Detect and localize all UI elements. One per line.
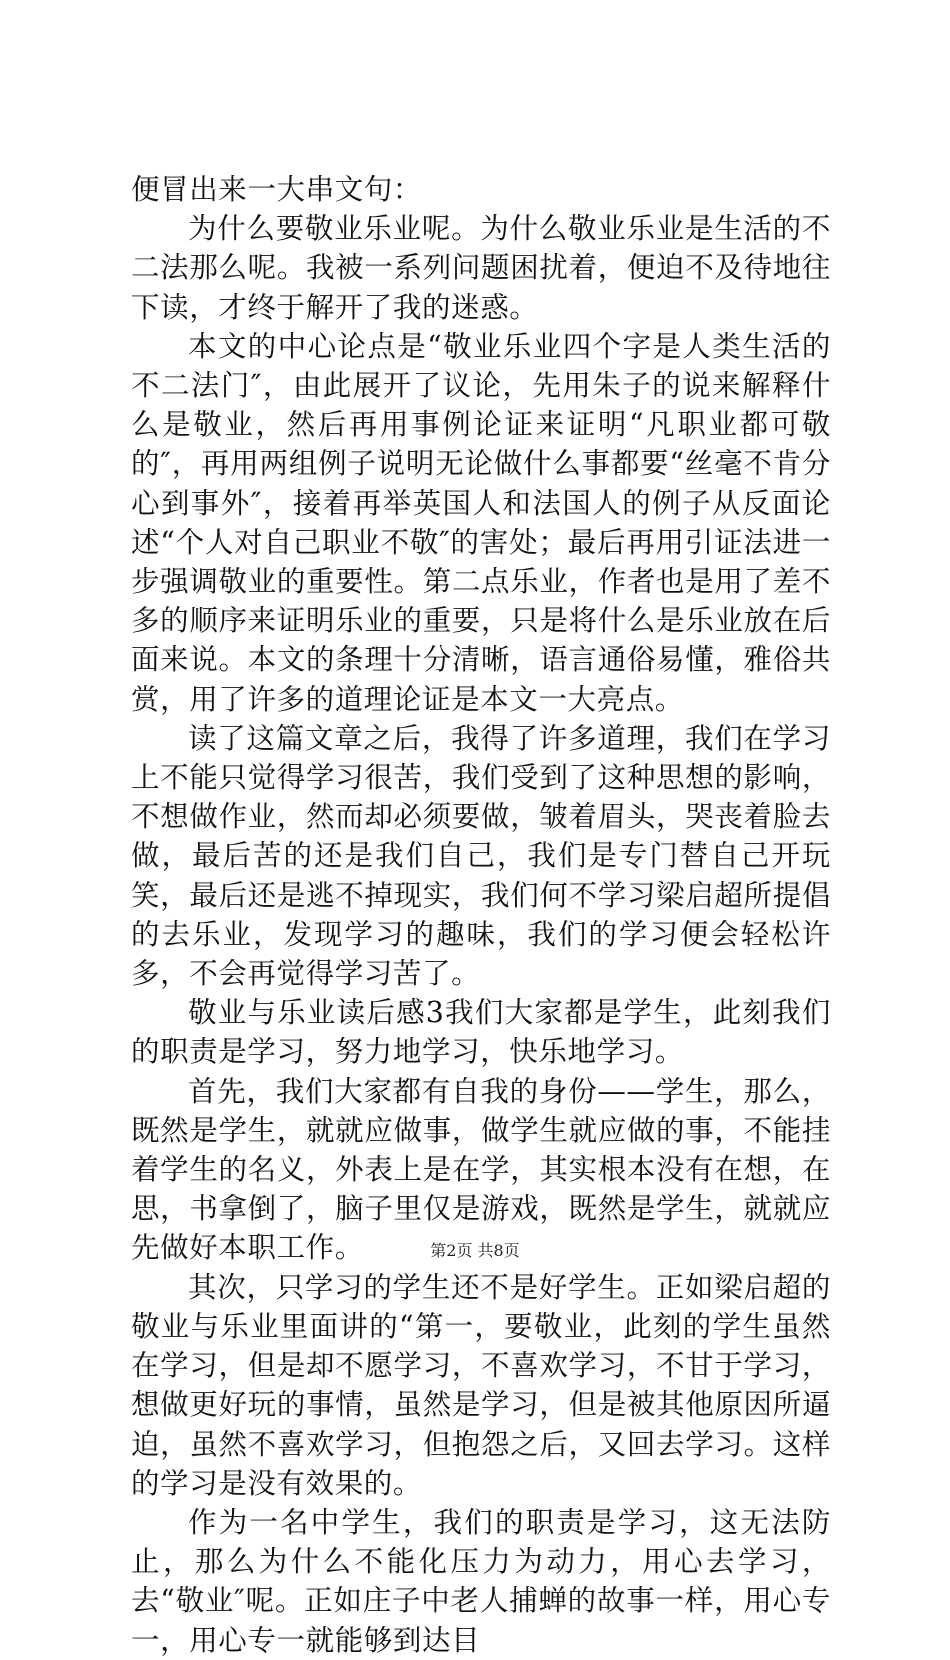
paragraph: 作为一名中学生，我们的职责是学习，这无法防止，那么为什么不能化压力为动力，用心去学习，去“敬业″呢。正如庄子中老人捕蝉的故事一样，用心专一，用心专一就能够到达目 [131,1505,831,1657]
paragraph: 本文的中心论点是“敬业乐业四个字是人类生活的不二法门″，由此展开了议论，先用朱子的说来解释什么是敬业，然后再用事例论证来证明“凡职业都可敬的″，再用两组例子说明无论做什么事都要“丝毫不肯分心到事外″，接着再举英国人和法国人的例子从反面论述“个人对自己职业不敬″的害处；最后再用引证法进一步强调敬业的重要性。第二点乐业，作者也是用了差不多的顺序来证明乐业的重要，只是将什么是乐业放在后面来说。本文的条理十分清晰，语言通俗易懂，雅俗共赏，用了许多的道理论证是本文一大亮点。 [131,329,831,716]
paragraph: 为什么要敬业乐业呢。为什么敬业乐业是生活的不二法那么呢。我被一系列问题困扰着，便迫不及待地往下读，才终于解开了我的迷惑。 [131,212,831,324]
paragraph-continuation: 便冒出来一大串文句： [131,173,423,206]
page-number-footer: 第2页 共8页 [430,1241,520,1260]
paragraph: 敬业与乐业读后感3我们大家都是学生，此刻我们的职责是学习，努力地学习，快乐地学习。 [131,996,831,1069]
paragraph: 其次，只学习的学生还不是好学生。正如梁启超的敬业与乐业里面讲的“第一，要敬业，此刻的学生虽然在学习，但是却不愿学习，不喜欢学习，不甘于学习，想做更好玩的事情，虽然是学习，但是被其他原因所逼迫，虽然不喜欢学习，但抱怨之后，又回去学习。这样的学习是没有效果的。 [131,1270,831,1500]
paragraph: 首先，我们大家都有自我的身份——学生，那么，既然是学生，就就应做事，做学生就应做的事，不能挂着学生的名义，外表上是在学，其实根本没有在想，在思，书拿倒了，脑子里仅是游戏，既然是学生，就就应先做好本职工作。 [131,1074,831,1265]
document-body [131,170,831,1660]
paragraph: 读了这篇文章之后，我得了许多道理，我们在学习上不能只觉得学习很苦，我们受到了这种思想的影响，不想做作业，然而却必须要做，皱着眉头，哭丧着脸去做，最后苦的还是我们自己，我们是专门替自己开玩笑，最后还是逃不掉现实，我们何不学习梁启超所提倡的去乐业，发现学习的趣味，我们的学习便会轻松许多，不会再觉得学习苦了。 [131,721,831,991]
